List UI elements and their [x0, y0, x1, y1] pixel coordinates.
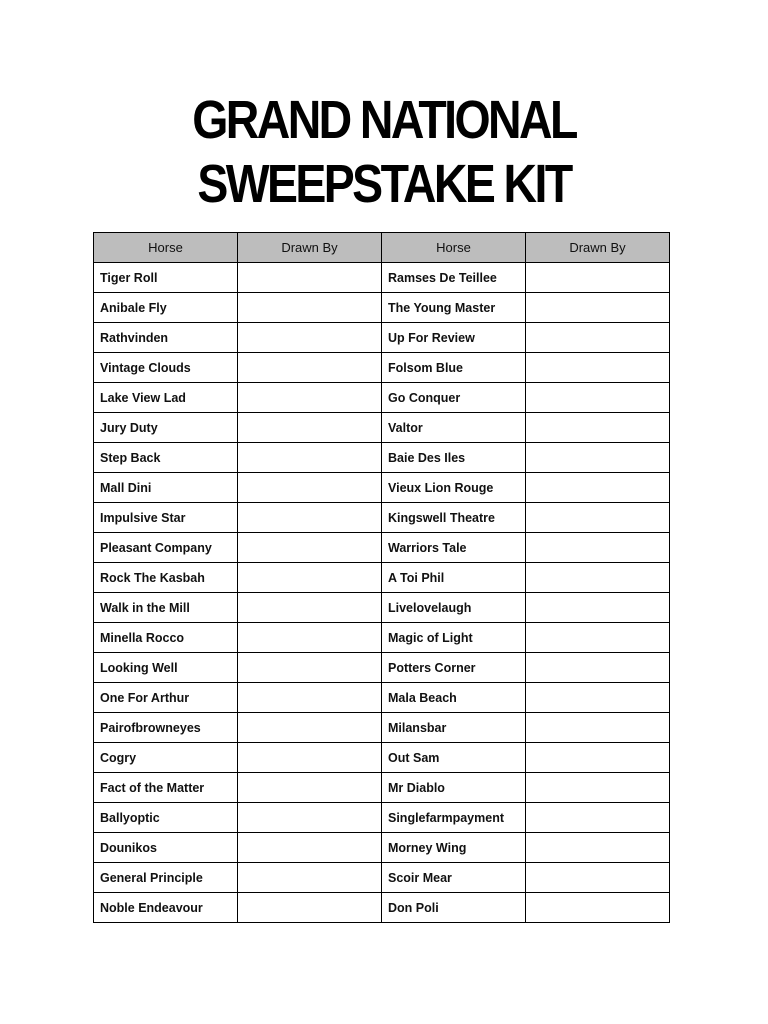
- table-row: [94, 383, 670, 413]
- table-row: [94, 833, 670, 863]
- horse-name-cell: Step Back: [94, 443, 238, 473]
- drawn-by-cell[interactable]: [238, 803, 382, 833]
- horse-name-cell: Tiger Roll: [94, 263, 238, 293]
- horse-name-cell: Jury Duty: [94, 413, 238, 443]
- drawn-by-cell[interactable]: [526, 353, 670, 383]
- table-row: [94, 263, 670, 293]
- horse-name-cell: Valtor: [382, 413, 526, 443]
- table-row: [94, 803, 670, 833]
- drawn-by-cell[interactable]: [238, 323, 382, 353]
- table-row: [94, 743, 670, 773]
- horse-name-cell: Scoir Mear: [382, 863, 526, 893]
- table-row: [94, 683, 670, 713]
- drawn-by-cell[interactable]: [238, 833, 382, 863]
- header-horse-left: Horse: [94, 233, 238, 263]
- drawn-by-cell[interactable]: [238, 563, 382, 593]
- drawn-by-cell[interactable]: [526, 743, 670, 773]
- horse-name-cell: Dounikos: [94, 833, 238, 863]
- drawn-by-cell[interactable]: [526, 683, 670, 713]
- horse-name-cell: Minella Rocco: [94, 623, 238, 653]
- drawn-by-cell[interactable]: [526, 593, 670, 623]
- horse-name-cell: Milansbar: [382, 713, 526, 743]
- horse-name-cell: Fact of the Matter: [94, 773, 238, 803]
- drawn-by-cell[interactable]: [526, 893, 670, 923]
- table-header-row: [94, 233, 670, 263]
- table-row: [94, 503, 670, 533]
- drawn-by-cell[interactable]: [238, 353, 382, 383]
- horse-name-cell: Ramses De Teillee: [382, 263, 526, 293]
- drawn-by-cell[interactable]: [526, 623, 670, 653]
- horse-name-cell: Up For Review: [382, 323, 526, 353]
- title-line-1: GRAND NATIONAL: [192, 90, 576, 150]
- drawn-by-cell[interactable]: [238, 743, 382, 773]
- horse-name-cell: Morney Wing: [382, 833, 526, 863]
- table-body: [94, 263, 670, 923]
- horse-name-cell: Don Poli: [382, 893, 526, 923]
- drawn-by-cell[interactable]: [526, 563, 670, 593]
- horse-name-cell: A Toi Phil: [382, 563, 526, 593]
- table-row: [94, 893, 670, 923]
- drawn-by-cell[interactable]: [238, 383, 382, 413]
- drawn-by-cell[interactable]: [238, 623, 382, 653]
- table-row: [94, 323, 670, 353]
- horse-name-cell: Mala Beach: [382, 683, 526, 713]
- horse-name-cell: Folsom Blue: [382, 353, 526, 383]
- horse-name-cell: Lake View Lad: [94, 383, 238, 413]
- table-row: [94, 443, 670, 473]
- table-row: [94, 413, 670, 443]
- horse-name-cell: Cogry: [94, 743, 238, 773]
- table-row: [94, 713, 670, 743]
- drawn-by-cell[interactable]: [526, 713, 670, 743]
- horse-name-cell: Mr Diablo: [382, 773, 526, 803]
- drawn-by-cell[interactable]: [526, 653, 670, 683]
- drawn-by-cell[interactable]: [238, 773, 382, 803]
- drawn-by-cell[interactable]: [238, 503, 382, 533]
- drawn-by-cell[interactable]: [526, 803, 670, 833]
- table-row: [94, 653, 670, 683]
- drawn-by-cell[interactable]: [238, 863, 382, 893]
- table-row: [94, 773, 670, 803]
- drawn-by-cell[interactable]: [238, 653, 382, 683]
- drawn-by-cell[interactable]: [526, 413, 670, 443]
- horse-name-cell: Anibale Fly: [94, 293, 238, 323]
- drawn-by-cell[interactable]: [526, 533, 670, 563]
- drawn-by-cell[interactable]: [526, 323, 670, 353]
- page-title: [54, 88, 714, 216]
- table-row: [94, 623, 670, 653]
- horse-name-cell: Ballyoptic: [94, 803, 238, 833]
- drawn-by-cell[interactable]: [526, 443, 670, 473]
- horse-name-cell: Livelovelaugh: [382, 593, 526, 623]
- horse-name-cell: Baie Des Iles: [382, 443, 526, 473]
- horse-name-cell: Potters Corner: [382, 653, 526, 683]
- horse-name-cell: Impulsive Star: [94, 503, 238, 533]
- horse-name-cell: Vieux Lion Rouge: [382, 473, 526, 503]
- table-row: [94, 593, 670, 623]
- drawn-by-cell[interactable]: [526, 833, 670, 863]
- horse-name-cell: Singlefarmpayment: [382, 803, 526, 833]
- horse-name-cell: Mall Dini: [94, 473, 238, 503]
- horse-name-cell: Pairofbrowneyes: [94, 713, 238, 743]
- drawn-by-cell[interactable]: [238, 893, 382, 923]
- drawn-by-cell[interactable]: [526, 773, 670, 803]
- drawn-by-cell[interactable]: [238, 593, 382, 623]
- drawn-by-cell[interactable]: [238, 533, 382, 563]
- table-row: [94, 353, 670, 383]
- drawn-by-cell[interactable]: [238, 293, 382, 323]
- horse-name-cell: Warriors Tale: [382, 533, 526, 563]
- horse-name-cell: Noble Endeavour: [94, 893, 238, 923]
- drawn-by-cell[interactable]: [238, 413, 382, 443]
- table-row: [94, 863, 670, 893]
- drawn-by-cell[interactable]: [526, 503, 670, 533]
- header-drawn-by-right: Drawn By: [526, 233, 670, 263]
- drawn-by-cell[interactable]: [526, 383, 670, 413]
- header-horse-right: Horse: [382, 233, 526, 263]
- drawn-by-cell[interactable]: [526, 263, 670, 293]
- header-drawn-by-left: Drawn By: [238, 233, 382, 263]
- drawn-by-cell[interactable]: [526, 293, 670, 323]
- horse-name-cell: Go Conquer: [382, 383, 526, 413]
- horse-name-cell: Vintage Clouds: [94, 353, 238, 383]
- sweepstake-table: [93, 232, 670, 923]
- table-row: [94, 563, 670, 593]
- drawn-by-cell[interactable]: [238, 443, 382, 473]
- horse-name-cell: The Young Master: [382, 293, 526, 323]
- horse-name-cell: Rock The Kasbah: [94, 563, 238, 593]
- table-row: [94, 293, 670, 323]
- horse-name-cell: One For Arthur: [94, 683, 238, 713]
- drawn-by-cell[interactable]: [238, 473, 382, 503]
- horse-name-cell: Magic of Light: [382, 623, 526, 653]
- horse-name-cell: Walk in the Mill: [94, 593, 238, 623]
- horse-name-cell: Pleasant Company: [94, 533, 238, 563]
- drawn-by-cell[interactable]: [238, 713, 382, 743]
- horse-name-cell: Out Sam: [382, 743, 526, 773]
- table-row: [94, 533, 670, 563]
- drawn-by-cell[interactable]: [238, 683, 382, 713]
- drawn-by-cell[interactable]: [526, 863, 670, 893]
- horse-name-cell: Kingswell Theatre: [382, 503, 526, 533]
- title-line-2: SWEEPSTAKE KIT: [197, 154, 571, 214]
- drawn-by-cell[interactable]: [526, 473, 670, 503]
- horse-name-cell: General Principle: [94, 863, 238, 893]
- table-row: [94, 473, 670, 503]
- horse-name-cell: Looking Well: [94, 653, 238, 683]
- drawn-by-cell[interactable]: [238, 263, 382, 293]
- horse-name-cell: Rathvinden: [94, 323, 238, 353]
